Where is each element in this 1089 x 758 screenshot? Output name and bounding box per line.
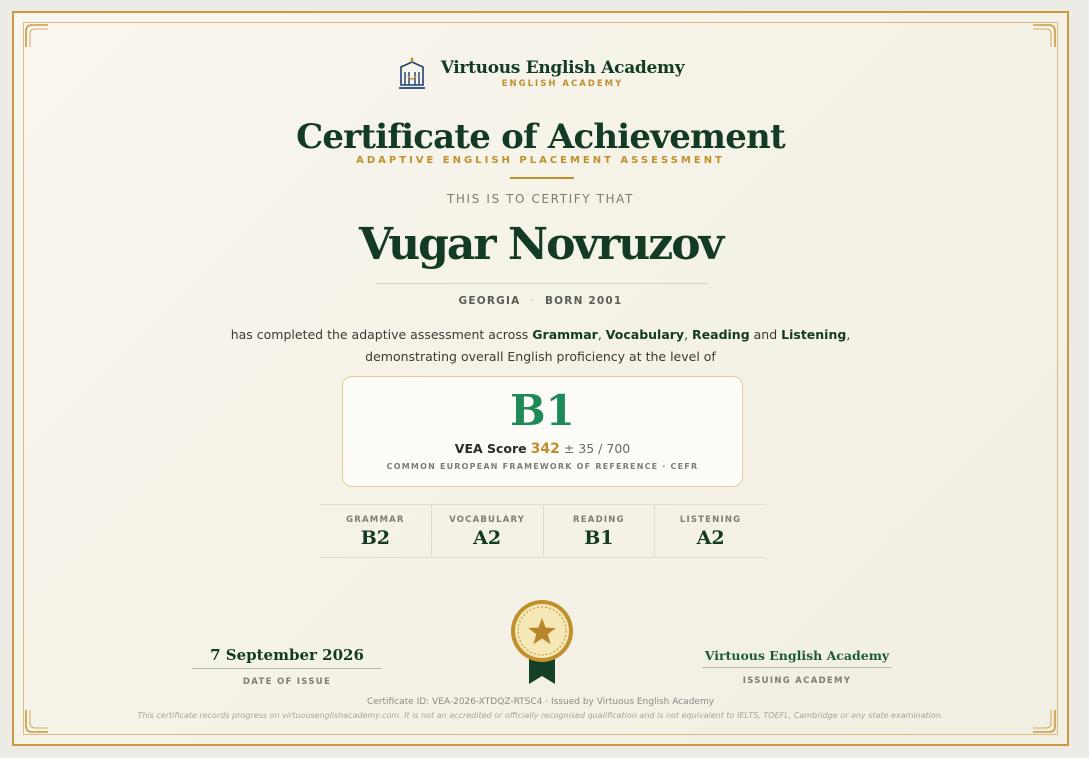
description-text: has completed the adaptive assessment across xyxy=(230,327,533,342)
recipient-country: GEORGIA xyxy=(458,295,521,307)
certify-text: THIS IS TO CERTIFY THAT xyxy=(447,192,634,206)
vea-score xyxy=(343,441,742,457)
issuer-block xyxy=(702,648,892,686)
certificate xyxy=(12,11,1069,746)
description-separator: , xyxy=(597,327,606,342)
issue-date-block xyxy=(192,646,382,687)
skill-breakdown xyxy=(320,504,766,558)
skill-listening-text: Listening xyxy=(781,327,847,342)
achievement-description xyxy=(14,324,1067,368)
disclaimer: This certificate records progress on virtuousenglishacademy.com. It is not an accredited or officially recognised qualification and is not equivalent to IELTS, TOEFL, Cambridge or any state examination. xyxy=(137,711,944,720)
skill-name: GRAMMAR xyxy=(346,515,405,525)
brand-subtitle: ENGLISH ACADEMY xyxy=(501,78,624,89)
description-separator: and xyxy=(749,327,782,342)
description-line-2: demonstrating overall English proficiency at the level of xyxy=(365,349,716,364)
issue-date-label: DATE OF ISSUE xyxy=(242,677,332,687)
title-divider xyxy=(510,177,574,179)
score-margin: ± 35 / 700 xyxy=(563,441,631,456)
corner-ornament-icon xyxy=(1031,23,1057,49)
skill-level: A2 xyxy=(473,527,502,549)
issue-date: 7 September 2026 xyxy=(192,646,382,669)
skill-name: LISTENING xyxy=(679,515,742,525)
issuer-name: Virtuous English Academy xyxy=(702,648,892,668)
name-divider xyxy=(376,283,708,284)
certificate-id: Certificate ID: VEA-2026-XTDQZ-RTSC4 · Issued by Virtuous English Academy xyxy=(366,697,715,707)
score-label: VEA Score xyxy=(454,441,527,456)
corner-ornament-icon xyxy=(24,23,50,49)
skill-cell-vocabulary xyxy=(432,505,544,557)
certificate-subtitle: ADAPTIVE ENGLISH PLACEMENT ASSESSMENT xyxy=(356,155,725,166)
framework-label: COMMON EUROPEAN FRAMEWORK OF REFERENCE · CEFR xyxy=(386,462,699,471)
star-seal-icon xyxy=(509,598,575,688)
skill-vocabulary-text: Vocabulary xyxy=(605,327,685,342)
skill-grammar-text: Grammar xyxy=(532,327,598,342)
skill-cell-grammar xyxy=(320,505,432,557)
overall-level: B1 xyxy=(510,386,575,435)
brand-name: Virtuous English Academy xyxy=(440,57,685,78)
description-line-1 xyxy=(14,324,1067,346)
skill-name: READING xyxy=(573,515,625,525)
skill-name: VOCABULARY xyxy=(449,515,526,525)
skill-level: B2 xyxy=(360,527,391,549)
overall-level-card xyxy=(342,376,743,487)
score-value: 342 xyxy=(530,441,560,457)
meta-separator: · xyxy=(530,295,535,307)
recipient-meta xyxy=(14,295,1067,307)
description-separator: , xyxy=(684,327,693,342)
skill-level: B1 xyxy=(584,527,614,549)
brand-header xyxy=(14,55,1067,91)
skill-cell-listening xyxy=(655,505,766,557)
skill-reading-text: Reading xyxy=(692,327,750,342)
skill-cell-reading xyxy=(544,505,656,557)
recipient-birth-year: BORN 2001 xyxy=(544,295,623,307)
recipient-name: Vugar Novruzov xyxy=(358,219,723,270)
issuer-label: ISSUING ACADEMY xyxy=(742,676,852,686)
academy-crest-icon xyxy=(397,55,427,91)
description-separator: , xyxy=(846,327,851,342)
skill-level: A2 xyxy=(696,527,725,549)
certificate-title: Certificate of Achievement xyxy=(296,117,785,157)
